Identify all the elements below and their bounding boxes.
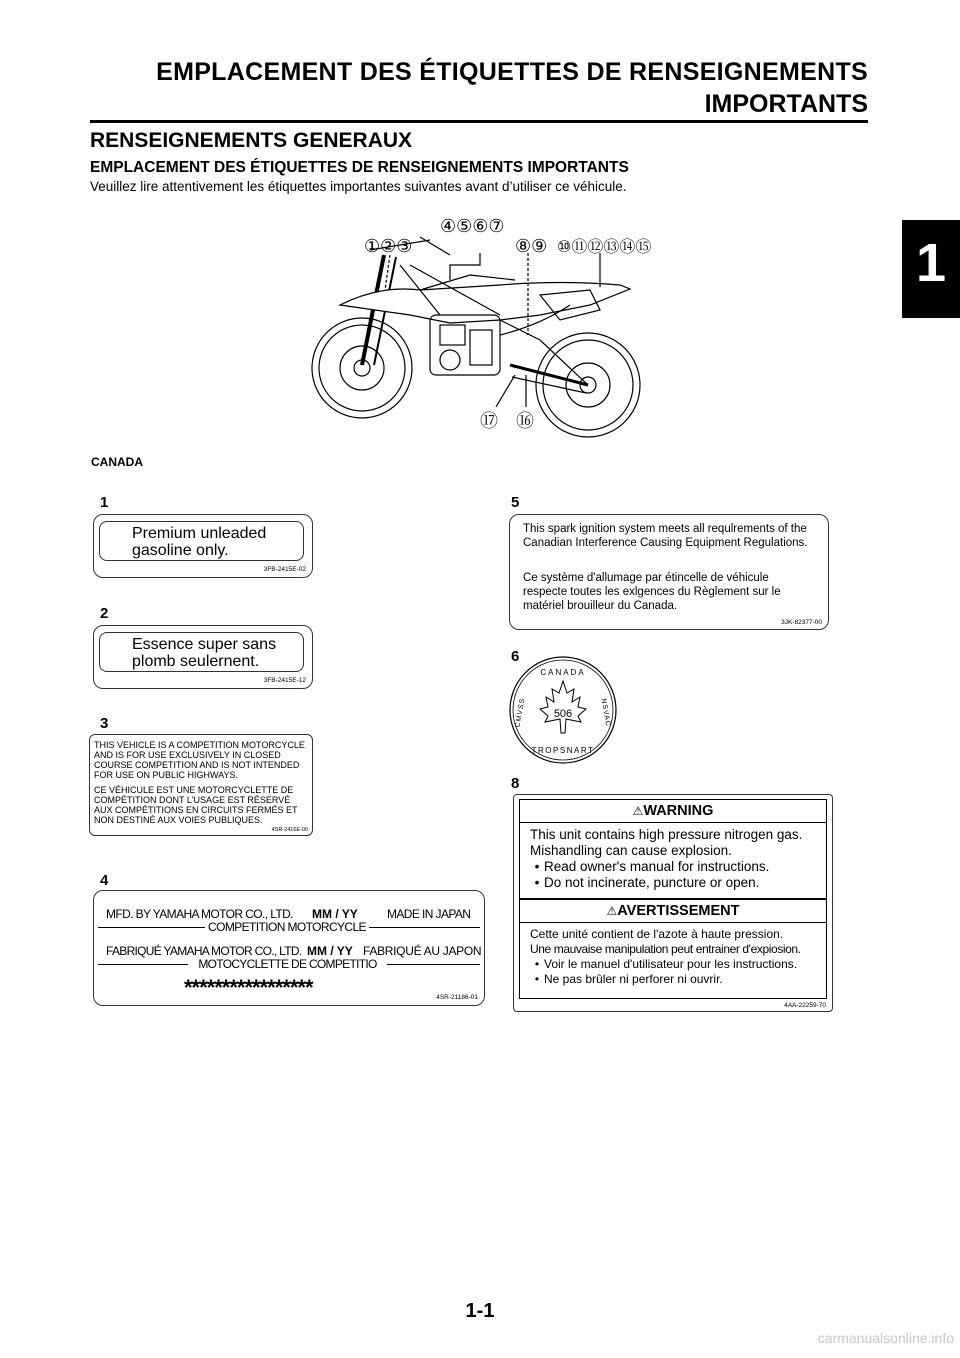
- label-3-english: THIS VEHICLE IS A COMPETITION MOTORCYCLE AND IS FOR USE EXCLUSIVELY IN CLOSED COURSE COMPETITION AND IS NOT INTENDED FOR USE ON PUBLIC HIGHWAYS.: [94, 740, 305, 780]
- label-6-cmvss-seal: [508, 655, 618, 765]
- label-3-number: 3: [100, 715, 109, 732]
- label-2-line2: plomb seulernent.: [132, 653, 260, 670]
- label-2-part: 3FB-2415E-12: [263, 677, 306, 684]
- label-1-number: 1: [100, 494, 109, 511]
- page-header-line1: EMPLACEMENT DES ÉTIQUETTES DE RENSEIGNEMENTS: [156, 58, 868, 86]
- warning-triangle-icon: ⚠: [632, 804, 644, 818]
- label-2-line1: Essence super sans: [132, 636, 277, 653]
- label-8: [513, 794, 833, 1012]
- avertissement-line2: Une mauvaise manipulation peut entrainer d'expiosion.: [530, 942, 801, 956]
- bullet-icon: •: [534, 859, 540, 874]
- region-heading: CANADA: [91, 455, 143, 469]
- section-title: RENSEIGNEMENTS GENERAUX: [90, 129, 413, 152]
- label-3-french: CE VÉHICULE EST UNE MOTORCYCLETTE DE COMPÉTITION DONT L'USAGE EST RÉSERVÉ AUX COMPÉTITIONS EN CIRCUITS FERMÉS ET NON DESTINÉ AUX VOIES PUBLIQUES.: [94, 785, 298, 825]
- label-4-fabrique: FABRIQUÉ YAMAHA MOTOR CO., LTD.: [106, 944, 302, 958]
- avertissement-bullet2: Ne pas brûler ni perforer ni ouvrir.: [544, 972, 723, 986]
- label-4-mmyy: MM / YY: [312, 907, 358, 921]
- label-6-left: CMVSS: [514, 697, 527, 729]
- page-header-line2: IMPORTANTS: [704, 90, 868, 118]
- label-6-bottom: TROPSNART: [531, 746, 595, 755]
- motorcycle-illustration: [300, 215, 670, 445]
- label-2-number: 2: [100, 605, 109, 622]
- label-8-part: 4AA-22259-70: [784, 1002, 826, 1009]
- chapter-number: 1: [915, 233, 947, 293]
- label-4-made: MADE IN JAPAN: [387, 907, 471, 921]
- label-4-fab-japon: FABRIQUÉ AU JAPON: [363, 944, 482, 958]
- warning-triangle-icon: ⚠: [606, 904, 618, 918]
- watermark: carmanualsonline.info: [817, 1330, 954, 1346]
- avertissement-bullet1: Voir le manuel d'utilisateur pour les instructions.: [544, 957, 798, 971]
- label-4-part: 4SR-21186-01: [436, 994, 478, 1001]
- label-1-line2: gasoline only.: [132, 542, 229, 559]
- label-5-number: 5: [511, 494, 520, 511]
- warning-line2: Mishandling can cause explosion.: [530, 843, 732, 858]
- label-1-part: 3FB-2415E-02: [263, 566, 306, 573]
- label-5-part: 3JK-82377-00: [781, 619, 822, 626]
- label-8-number: 8: [511, 775, 520, 792]
- label-4: [93, 890, 485, 1006]
- label-5-french: Ce système d'allumage par étincelle de véhicule respecte toutes les exlgences du Règlement sur le matériel brouilleur du Canada.: [523, 572, 781, 612]
- warning-line1: This unit contains high pressure nitrogen gas.: [530, 827, 803, 842]
- avertissement-title: AVERTISSEMENT: [617, 903, 740, 919]
- label-6-number: 6: [511, 648, 520, 665]
- callout-8-9: ⑧⑨: [515, 236, 548, 257]
- label-3: [89, 734, 313, 836]
- label-4-number: 4: [100, 872, 109, 889]
- callout-10-15: ⑩⑪⑫⑬⑭⑮: [557, 237, 652, 256]
- label-3-part: 4SR-2416E-00: [271, 827, 308, 833]
- callout-1-3: ①②③: [364, 236, 413, 257]
- warning-panel: [519, 799, 827, 899]
- label-5-english: This spark ignition system meets all requlrements of the Canadian Interference Causing Equipment Regulations.: [523, 523, 808, 549]
- warning-title: WARNING: [643, 803, 714, 819]
- avertissement-panel: [519, 899, 827, 999]
- label-2: [93, 625, 313, 689]
- label-4-motocyclette: MOTOCYCLETTE DE COMPETITIO: [198, 957, 377, 971]
- header-rule: [90, 120, 868, 123]
- callout-16: ⑯: [516, 411, 534, 432]
- label-6-right: NSVAC: [599, 698, 612, 728]
- warning-bullet1: Read owner's manual for instructions.: [544, 859, 770, 874]
- avertissement-line1: Cette unité contient de l'azote à haute pression.: [530, 927, 784, 941]
- callout-4-7: ④⑤⑥⑦: [440, 216, 505, 237]
- page-number: 1-1: [465, 1300, 495, 1322]
- label-5: [509, 514, 829, 630]
- label-6-top: CANADA: [540, 668, 586, 677]
- bullet-icon: •: [534, 957, 540, 971]
- label-4-serial-stars: *****************: [184, 975, 313, 1000]
- label-4-competition: COMPETITION MOTORCYCLE: [208, 920, 366, 934]
- callout-17: ⑰: [480, 411, 498, 432]
- label-4-mmyy-fr: MM / YY: [307, 944, 353, 958]
- label-1: [93, 514, 313, 578]
- bullet-icon: •: [534, 972, 540, 986]
- warning-bullet2: Do not incinerate, puncture or open.: [544, 875, 760, 890]
- label-1-line1: Premium unleaded: [132, 525, 267, 542]
- intro-text: Veuillez lire attentivement les étiquettes importantes suivantes avant d’utiliser ce véhicule.: [90, 179, 627, 194]
- section-subtitle: EMPLACEMENT DES ÉTIQUETTES DE RENSEIGNEMENTS IMPORTANTS: [90, 159, 629, 176]
- label-6-value: 506: [553, 708, 573, 720]
- label-4-mfd: MFD. BY YAMAHA MOTOR CO., LTD.: [106, 907, 293, 921]
- bullet-icon: •: [534, 875, 540, 890]
